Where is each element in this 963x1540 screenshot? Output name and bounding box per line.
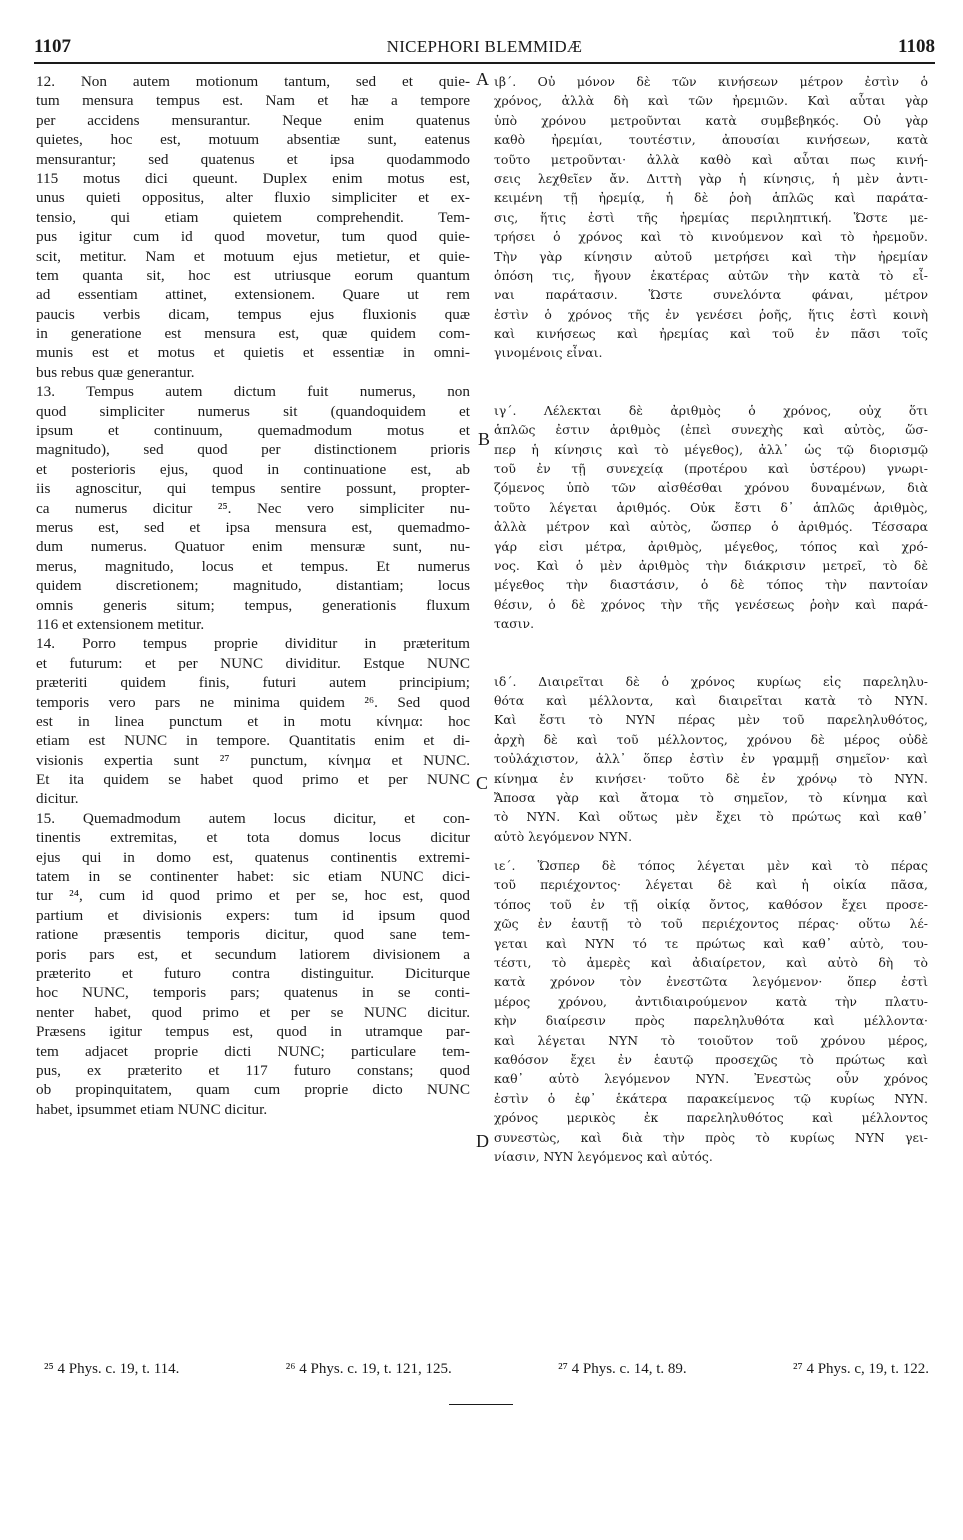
latin-text-line: in generatione est mensura est, quæ quidem com- xyxy=(36,325,470,343)
greek-column xyxy=(494,72,928,1342)
latin-text-line: tensio, qui etiam quietem comprehendit. Tem- xyxy=(36,208,470,226)
greek-text-line: ιγ΄. Λέλεκται δὲ ἀριθμὸς ὁ χρόνος, οὐχ ὅτι xyxy=(494,402,928,418)
greek-text-line: χρόνος μερικὸς ἐκ παρεληλυθότος καὶ μέλλοντος xyxy=(494,1110,928,1126)
greek-text-line: Καὶ ἔστι τὸ ΝΥΝ πέρας μὲν τοῦ παρεληλυθότος, xyxy=(494,712,928,728)
greek-text-line: κατὰ χρόνον τὸν ἐνεστῶτα λεγόμενον· ὅπερ ἐστὶ xyxy=(494,974,928,990)
greek-text-line: κειμένη τῇ ἠρεμίᾳ, ἡ δὲ ῥοὴ ἁπλῶς καὶ παράτα- xyxy=(494,190,928,206)
latin-text-line: ratione præsentis temporis dicitur, quod sane tem- xyxy=(36,926,470,944)
greek-paragraph-12 xyxy=(494,72,928,363)
running-title: NICEPHORI BLEMMIDÆ xyxy=(386,37,583,56)
latin-text-line: præteriti quidem finis, futuri autem principium; xyxy=(36,674,470,692)
latin-text-line: tur ²⁴, cum id quod primo et per se, hoc est, quod xyxy=(36,887,470,905)
latin-text-line: magnitudo), sed quod per distinctionem prioris xyxy=(36,441,470,459)
footnote: ²⁷ 4 Phys. c. 14, t. 89. xyxy=(558,1361,687,1377)
latin-text-line: partium et divisionis expers: tum id ipsum quod xyxy=(36,906,470,924)
latin-text-line: etiam est NUNC in tempore. Quantitatis enim et di- xyxy=(36,732,470,750)
latin-text-line: quidem discretionem; magnitudo, distantiam; locus xyxy=(36,577,470,595)
latin-text-line: munis est et motus et quietis et essentiæ in omni- xyxy=(36,344,470,362)
latin-text-line: iis agnoscitur, qui tempus sentire possunt, propter- xyxy=(36,480,470,498)
latin-text-line: unus quieti oppositus, alter fluxio simpliciter et ex- xyxy=(36,189,470,207)
greek-text-line: τόπος τοῦ ἐν τῇ οἰκίᾳ ὄντος, καθόσον ἔχει προσε- xyxy=(494,896,928,912)
greek-text-line: περ ἡ κίνησις καὶ τὸ μέγεθος), ἀλλ᾿ ὡς τῷ διορισμῷ xyxy=(494,441,928,457)
latin-text-line: temporis vero pars ne minima quidem ²⁶. Sed quod xyxy=(36,693,470,711)
latin-column xyxy=(36,72,470,1342)
greek-text-line: ζόμενος ὑπὸ τῶν αἰσθέσθαι χρόνου δυναμένων, διὰ xyxy=(494,480,928,496)
greek-text-line: Τὴν γὰρ κίνησιν αὐτοῦ μετρήσει καὶ τὴν ἠρεμίαν xyxy=(494,248,928,264)
greek-text-line: καθὸ ἠρεμίαι, τουτέστιν, ἀπουσίαι κινήσεων, κατὰ xyxy=(494,132,928,148)
greek-text-line: ἁπλῶς ἐστιν ἀριθμὸς (ἐπεὶ συνεχὴς καὶ αὐτὸς, ὥσ- xyxy=(494,422,928,438)
greek-text-line: ὑπὸ χρόνου μετροῦνται κατὰ συμβεβηκός. Οὐ γὰρ xyxy=(494,112,928,128)
latin-text-line: hoc NUNC, temporis pars; quatenus in se conti- xyxy=(36,984,470,1002)
latin-text-line: est in linea punctum et in motu κίνημα: hoc xyxy=(36,712,470,730)
greek-text-line: τοὐλάχιστον, ἀλλ᾿ ὅπερ ἐστὶν ἐν γραμμῇ σημεῖον· καὶ xyxy=(494,751,928,767)
latin-text-line: 14. Porro tempus proprie dividitur in præteritum xyxy=(36,635,470,653)
latin-text-line: ipsum et continuum, quemadmodum motus et xyxy=(36,422,470,440)
latin-text-line: ad essentiam attinet, extensionem. Quare ut rem xyxy=(36,286,470,304)
greek-text-line: τοῦτο λέγεται ἀριθμός. Οὐκ ἔστι δ᾿ ἁπλῶς ἀριθμὸς, xyxy=(494,499,928,515)
greek-text-line: σεις λεχθεῖεν ἄν. Διττὴ γὰρ ἡ κίνησις, ἡ μὲν ἀντι- xyxy=(494,170,928,186)
greek-text-line: νίασιν, ΝΥΝ λεγόμενος καὶ αὐτός. xyxy=(494,1148,713,1164)
greek-text-line: νος. Καὶ ὁ μὲν ἀριθμὸς τὴν διάκρισιν μετρεῖ, τὸ δὲ xyxy=(494,557,928,573)
greek-text-line: ἐστὶν ὁ χρόνος τῆς ἐν γενέσει ῥοῆς, ἥτις ἐστὶ κοινὴ xyxy=(494,306,928,322)
greek-text-line: ἀλλὰ μέτρον καὶ αὐτὸς, ὥσπερ ὁ ἀριθμός. Τέσσαρα xyxy=(494,519,928,535)
latin-text-line: omnis generis situm; tempus, generationis fluxum xyxy=(36,596,470,614)
greek-text-line: σις, ἥτις ἐστὶ τῆς ἠρεμίας περιληπτική. Ὥστε με- xyxy=(494,209,928,225)
footnote: ²⁵ 4 Phys. c. 19, t. 114. xyxy=(44,1361,180,1377)
greek-text-line: χῶς ἐν ἑαυτῇ τὸ τοῦ περιέχοντος πέρας· οὕτω λέ- xyxy=(494,916,928,932)
greek-paragraph-13 xyxy=(494,401,928,634)
greek-text-line: γάρ εἰσι μέτρα, ἀριθμὸς, μέγεθος, τόπος καὶ χρό- xyxy=(494,538,928,554)
latin-text-line: 12. Non autem motionum tantum, sed et quie- xyxy=(36,73,470,90)
greek-text-line: ιε΄. Ὥσπερ δὲ τόπος λέγεται μὲν καὶ τὸ πέρας xyxy=(494,858,928,874)
latin-text-line: paucis verbis dicam, tempus ejus fluxionis quæ xyxy=(36,305,470,323)
latin-text-line: tem quanta sit, hoc est utriusque eorum quantum xyxy=(36,266,470,284)
footnotes xyxy=(44,1361,929,1383)
margin-letter-b: B xyxy=(478,429,491,449)
left-page-number: 1107 xyxy=(34,36,71,57)
greek-text-line: αὑτὸ λεγόμενον ΝΥΝ. xyxy=(494,828,633,844)
latin-text-line: Et ita quidem se habet quod primo et per NUNC xyxy=(36,771,470,789)
greek-text-line: καθόσον ἔχει ἐν ἑαυτῷ προσεχῶς τὸ πρώτως καὶ xyxy=(494,1051,928,1067)
latin-text-line: bus rebus quæ generantur. xyxy=(36,363,195,381)
latin-text-line: poris pars est, et secundum latiorem divisionem a xyxy=(36,945,470,963)
greek-text-line: ὁπόση τις, ἤγουν ἑκατέρας αὐτῶν τὴν κατὰ τὸ εἶ- xyxy=(494,267,928,283)
greek-text-line: χρόνος, ἀλλὰ δὴ καὶ τῶν ἠρεμιῶν. Καὶ αὗται γὰρ xyxy=(494,93,928,109)
greek-text-line: θέσιν, ὁ δὲ χρόνος τὴν τῆς γενέσεως ῥοὴν καὶ παρά- xyxy=(494,596,928,612)
greek-text-line: θότα καὶ μέλλοντα, καὶ διαιρεῖται κατὰ τὸ ΝΥΝ. xyxy=(494,692,928,708)
latin-text-line: ca numerus dicitur ²⁵. Nec vero simpliciter nu- xyxy=(36,499,470,517)
latin-text-line: merus est, sed et ipsa mensura est, quemadmo- xyxy=(36,518,470,536)
greek-text-line: καθ᾿ αὑτὸ λεγόμενον ΝΥΝ. Ἐνεστὼς οὖν χρόνος xyxy=(494,1071,928,1087)
greek-text-line: καὶ κινήσεως καὶ ἠρεμίας καὶ τοῦ ἐν πᾶσι τοῖς xyxy=(494,326,928,342)
greek-text-line: τοῦτο μετροῦνται· ἀλλὰ καθὸ καὶ αὗται πως κινή- xyxy=(494,151,928,167)
greek-paragraph-14 xyxy=(494,672,928,847)
bottom-rule xyxy=(449,1404,513,1405)
latin-text-line: quietes, hoc est, motuum absentiæ sunt, eatenus xyxy=(36,131,470,149)
latin-text-line: visionis expertia sunt ²⁷ punctum, κίνημα et NUNC. xyxy=(36,751,470,769)
greek-paragraph-15 xyxy=(494,856,928,1166)
margin-letter-c: C xyxy=(476,773,489,793)
latin-text-line: et futurum: et per NUNC dividitur. Estque NUNC xyxy=(36,654,470,672)
running-header xyxy=(34,38,935,64)
greek-text-line: ἀρχὴ δὲ καὶ τοῦ μέλλοντος, χρόνου δὲ μέρος οὐδὲ xyxy=(494,731,928,747)
greek-text-line: κίνημα ἐν κινήσει· τοῦτο δὲ ἐν χρόνῳ τὸ ΝΥΝ. xyxy=(494,770,928,786)
latin-text-line: 116 et extensionem metitur. xyxy=(36,615,205,633)
greek-text-line: γινομένοις εἶναι. xyxy=(494,345,603,361)
margin-letter-d: D xyxy=(476,1131,489,1151)
latin-text-line: 15. Quemadmodum autem locus dicitur, et con- xyxy=(36,809,470,827)
greek-text-line: μέγεθος τὴν διαστάσιν, ὁ δὲ τόπος τὴν παντοίαν xyxy=(494,577,928,593)
latin-text-line: tum mensura tempus est. Nam et hæ a tempore xyxy=(36,92,470,110)
greek-text-line: ἐστὶν ὁ ἐφ᾿ ἑκάτερα παρακείμενος τῷ κυρίως ΝΥΝ. xyxy=(494,1090,928,1106)
greek-text-line: Ἄποσα γὰρ καὶ ἄτομα τὸ σημεῖον, τὸ κίνημα καὶ xyxy=(494,789,928,805)
latin-text-line: tem adjacet proprie dicti NUNC; particulare tem- xyxy=(36,1042,470,1060)
greek-text-line: καὶ λέγεται ΝΥΝ τὸ τοιοῦτον τοῦ χρόνου μέρος, xyxy=(494,1032,928,1048)
latin-text-line: tatem in se continenter habet: sic etiam NUNC dici- xyxy=(36,868,470,886)
greek-text-line: τὸ ΝΥΝ. Καὶ οὕτως μὲν ἔχει τὸ πρώτως καὶ καθ᾿ xyxy=(494,809,928,825)
latin-text-line: scit, metitur. Nam et motuum ejus metietur, et quie- xyxy=(36,247,470,265)
greek-text-line: ιβ΄. Οὐ μόνον δὲ τῶν κινήσεων μέτρον ἐστὶν ὁ xyxy=(494,74,928,89)
greek-text-line: τέστι, τὸ ἀμερὲς καὶ ἀδιαίρετον, καὶ αὐτὸ δὴ τὸ xyxy=(494,955,928,971)
right-page-number: 1108 xyxy=(898,36,935,57)
latin-text-line: dum numerus. Quatuor enim mensuræ sunt, nu- xyxy=(36,538,470,556)
greek-text-line: ναι παράτασιν. Ὥστε συνελόντα φάναι, μέτρον xyxy=(494,287,928,303)
latin-text-line: pus, ex præterito et 117 futuro constans; quod xyxy=(36,1061,470,1079)
latin-text-line: Præsens igitur tempus est, quod in utramque par- xyxy=(36,1023,470,1041)
latin-text-line: mensurantur; sed quatenus et ipsa quodammodo xyxy=(36,150,470,168)
greek-text-line: γεται καὶ ΝΥΝ τό τε πρώτως καὶ καθ᾿ αὑτὸ, του- xyxy=(494,935,928,951)
latin-text-line: 13. Tempus autem dictum fuit numerus, non xyxy=(36,383,470,401)
latin-text-line: habet, ipsummet etiam NUNC dicitur. xyxy=(36,1100,268,1118)
latin-text-line: merus, magnitudo, locus et tempus. Et numerus xyxy=(36,557,470,575)
margin-letter-a: A xyxy=(476,69,489,89)
latin-text-line: præterito et futuro contra distinguitur. Diciturque xyxy=(36,964,470,982)
latin-text-line: pus igitur cum id quod movetur, tum quod quie- xyxy=(36,228,470,246)
latin-text-line: dicitur. xyxy=(36,790,79,808)
latin-text-line: ob propinquitatem, quam cum proprie dicto NUNC xyxy=(36,1081,470,1099)
greek-text-line: τρήσει ὁ χρόνος καὶ τὸ κινούμενον καὶ τὸ ἠρεμοῦν. xyxy=(494,229,928,245)
footnote: ²⁶ 4 Phys. c. 19, t. 121, 125. xyxy=(285,1361,452,1377)
footnote: ²⁷ 4 Phys. c, 19, t. 122. xyxy=(792,1361,929,1377)
latin-text-line: quod simpliciter numerus sit (quandoquidem et xyxy=(36,402,470,420)
greek-text-line: τοῦ ἐν τῇ συνεχείᾳ (προτέρου καὶ ὑστέρου) γνωρι- xyxy=(494,461,928,477)
latin-text-line: nenter habet, quod primo et per se NUNC dicitur. xyxy=(36,1003,470,1021)
greek-text-line: ιδ΄. Διαιρεῖται δὲ ὁ χρόνος κυρίως εἰς παρεληλυ- xyxy=(494,673,928,689)
greek-text-line: συνεστὼς, καὶ διὰ τὴν πρὸς τὸ κυρίως ΝΥΝ γει- xyxy=(494,1129,928,1145)
greek-text-line: τοῦ περιέχοντος· λέγεται δὲ καὶ ἡ οἰκία πᾶσα, xyxy=(494,877,928,893)
latin-text-line: ejus qui in domo est, quatenus continentis extremi- xyxy=(36,848,470,866)
latin-text-line: tinentis extremitas, et tota domus locus dicitur xyxy=(36,829,470,847)
greek-text-line: τασιν. xyxy=(494,616,535,632)
greek-text-line: κὴν διαίρεσιν πρὸς παρεληλυθότα καὶ μέλλοντα· xyxy=(494,1013,928,1029)
latin-text-line: 115 motus dici queunt. Duplex enim motus est, xyxy=(36,169,470,187)
greek-text-line: μέρος χρόνου, ἀντιδιαιρούμενον κατὰ τὴν πλατυ- xyxy=(494,993,928,1009)
latin-text-line: per accidens mensurantur. Neque enim quatenus xyxy=(36,111,470,129)
latin-text-line: et posterioris ejus, quod in continuatione est, ab xyxy=(36,460,470,478)
